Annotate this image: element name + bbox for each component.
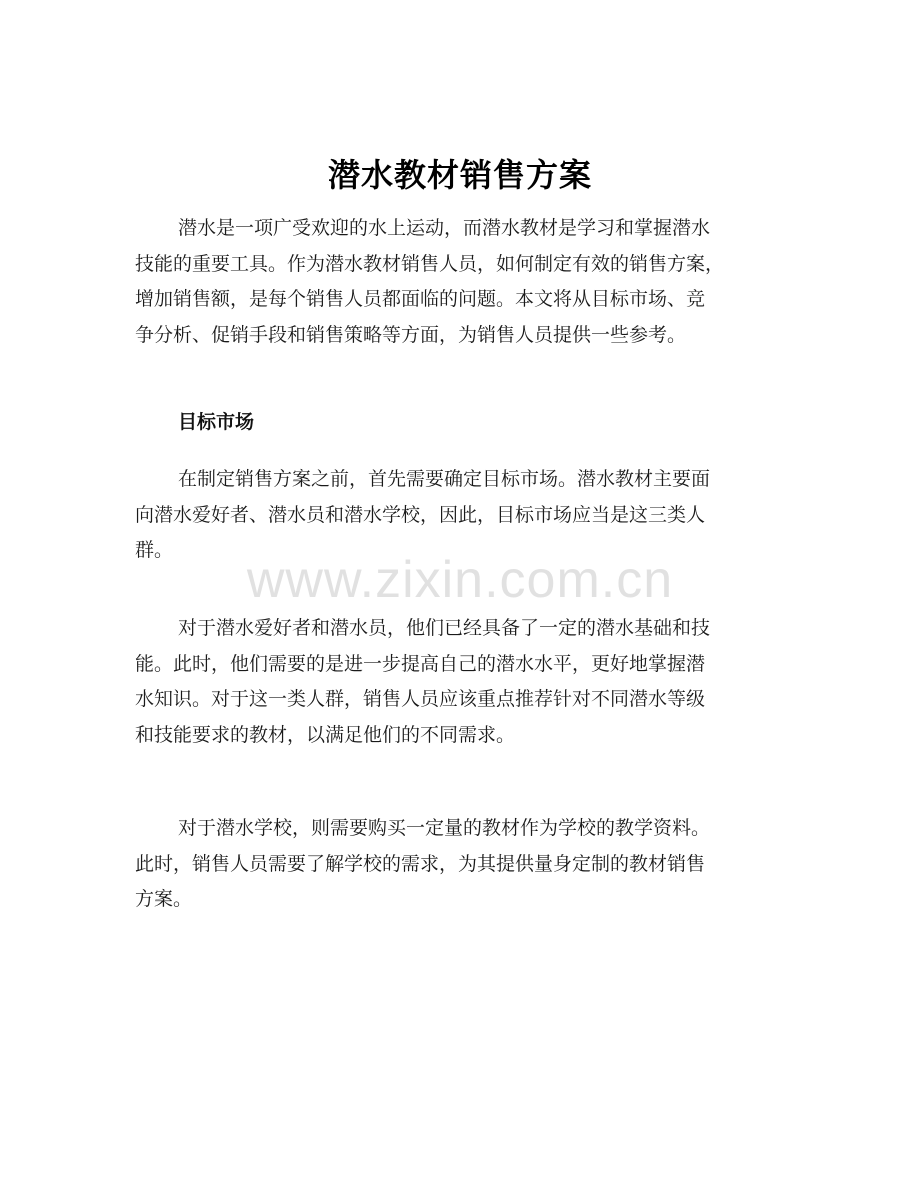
paragraph-line: 向潜水爱好者、潜水员和潜水学校，因此，目标市场应当是这三类人: [135, 503, 706, 526]
intro-line: 技能的重要工具。作为潜水教材销售人员，如何制定有效的销售方案，: [135, 252, 725, 275]
paragraph-line: 此时，销售人员需要了解学校的需求，为其提供量身定制的教材销售: [135, 852, 706, 875]
schools-paragraph: [135, 811, 775, 918]
paragraph-line: 对于潜水爱好者和潜水员，他们已经具备了一定的潜水基础和技: [178, 617, 711, 639]
paragraph-line: 方案。: [135, 888, 193, 910]
intro-line: 潜水是一项广受欢迎的水上运动，而潜水教材是学习和掌握潜水: [178, 217, 711, 239]
paragraph-line: 群。: [135, 539, 174, 561]
paragraph-line: 水知识。对于这一类人群，销售人员应该重点推荐针对不同潜水等级: [135, 688, 706, 710]
intro-line: 增加销售额，是每个销售人员都面临的问题。本文将从目标市场、竞: [135, 288, 706, 310]
paragraph-line: 能。此时，他们需要的是进一步提高自己的潜水水平，更好地掌握潜: [135, 652, 706, 675]
intro-line: 争分析、促销手段和销售策略等方面，为销售人员提供一些参考。: [135, 323, 687, 346]
watermark: www.zixin.com.cn: [246, 551, 674, 609]
intro-paragraph: [135, 211, 775, 353]
target-market-paragraph: [135, 462, 775, 569]
paragraph-line: 和技能要求的教材，以满足他们的不同需求。: [135, 723, 516, 746]
section-heading-target-market: 目标市场: [178, 411, 255, 433]
document-title: 潜水教材销售方案: [327, 156, 592, 194]
paragraph-line: 在制定销售方案之前，首先需要确定目标市场。潜水教材主要面: [178, 468, 711, 490]
enthusiasts-paragraph: [135, 611, 775, 753]
paragraph-line: 对于潜水学校，则需要购买一定量的教材作为学校的教学资料。: [178, 817, 711, 839]
